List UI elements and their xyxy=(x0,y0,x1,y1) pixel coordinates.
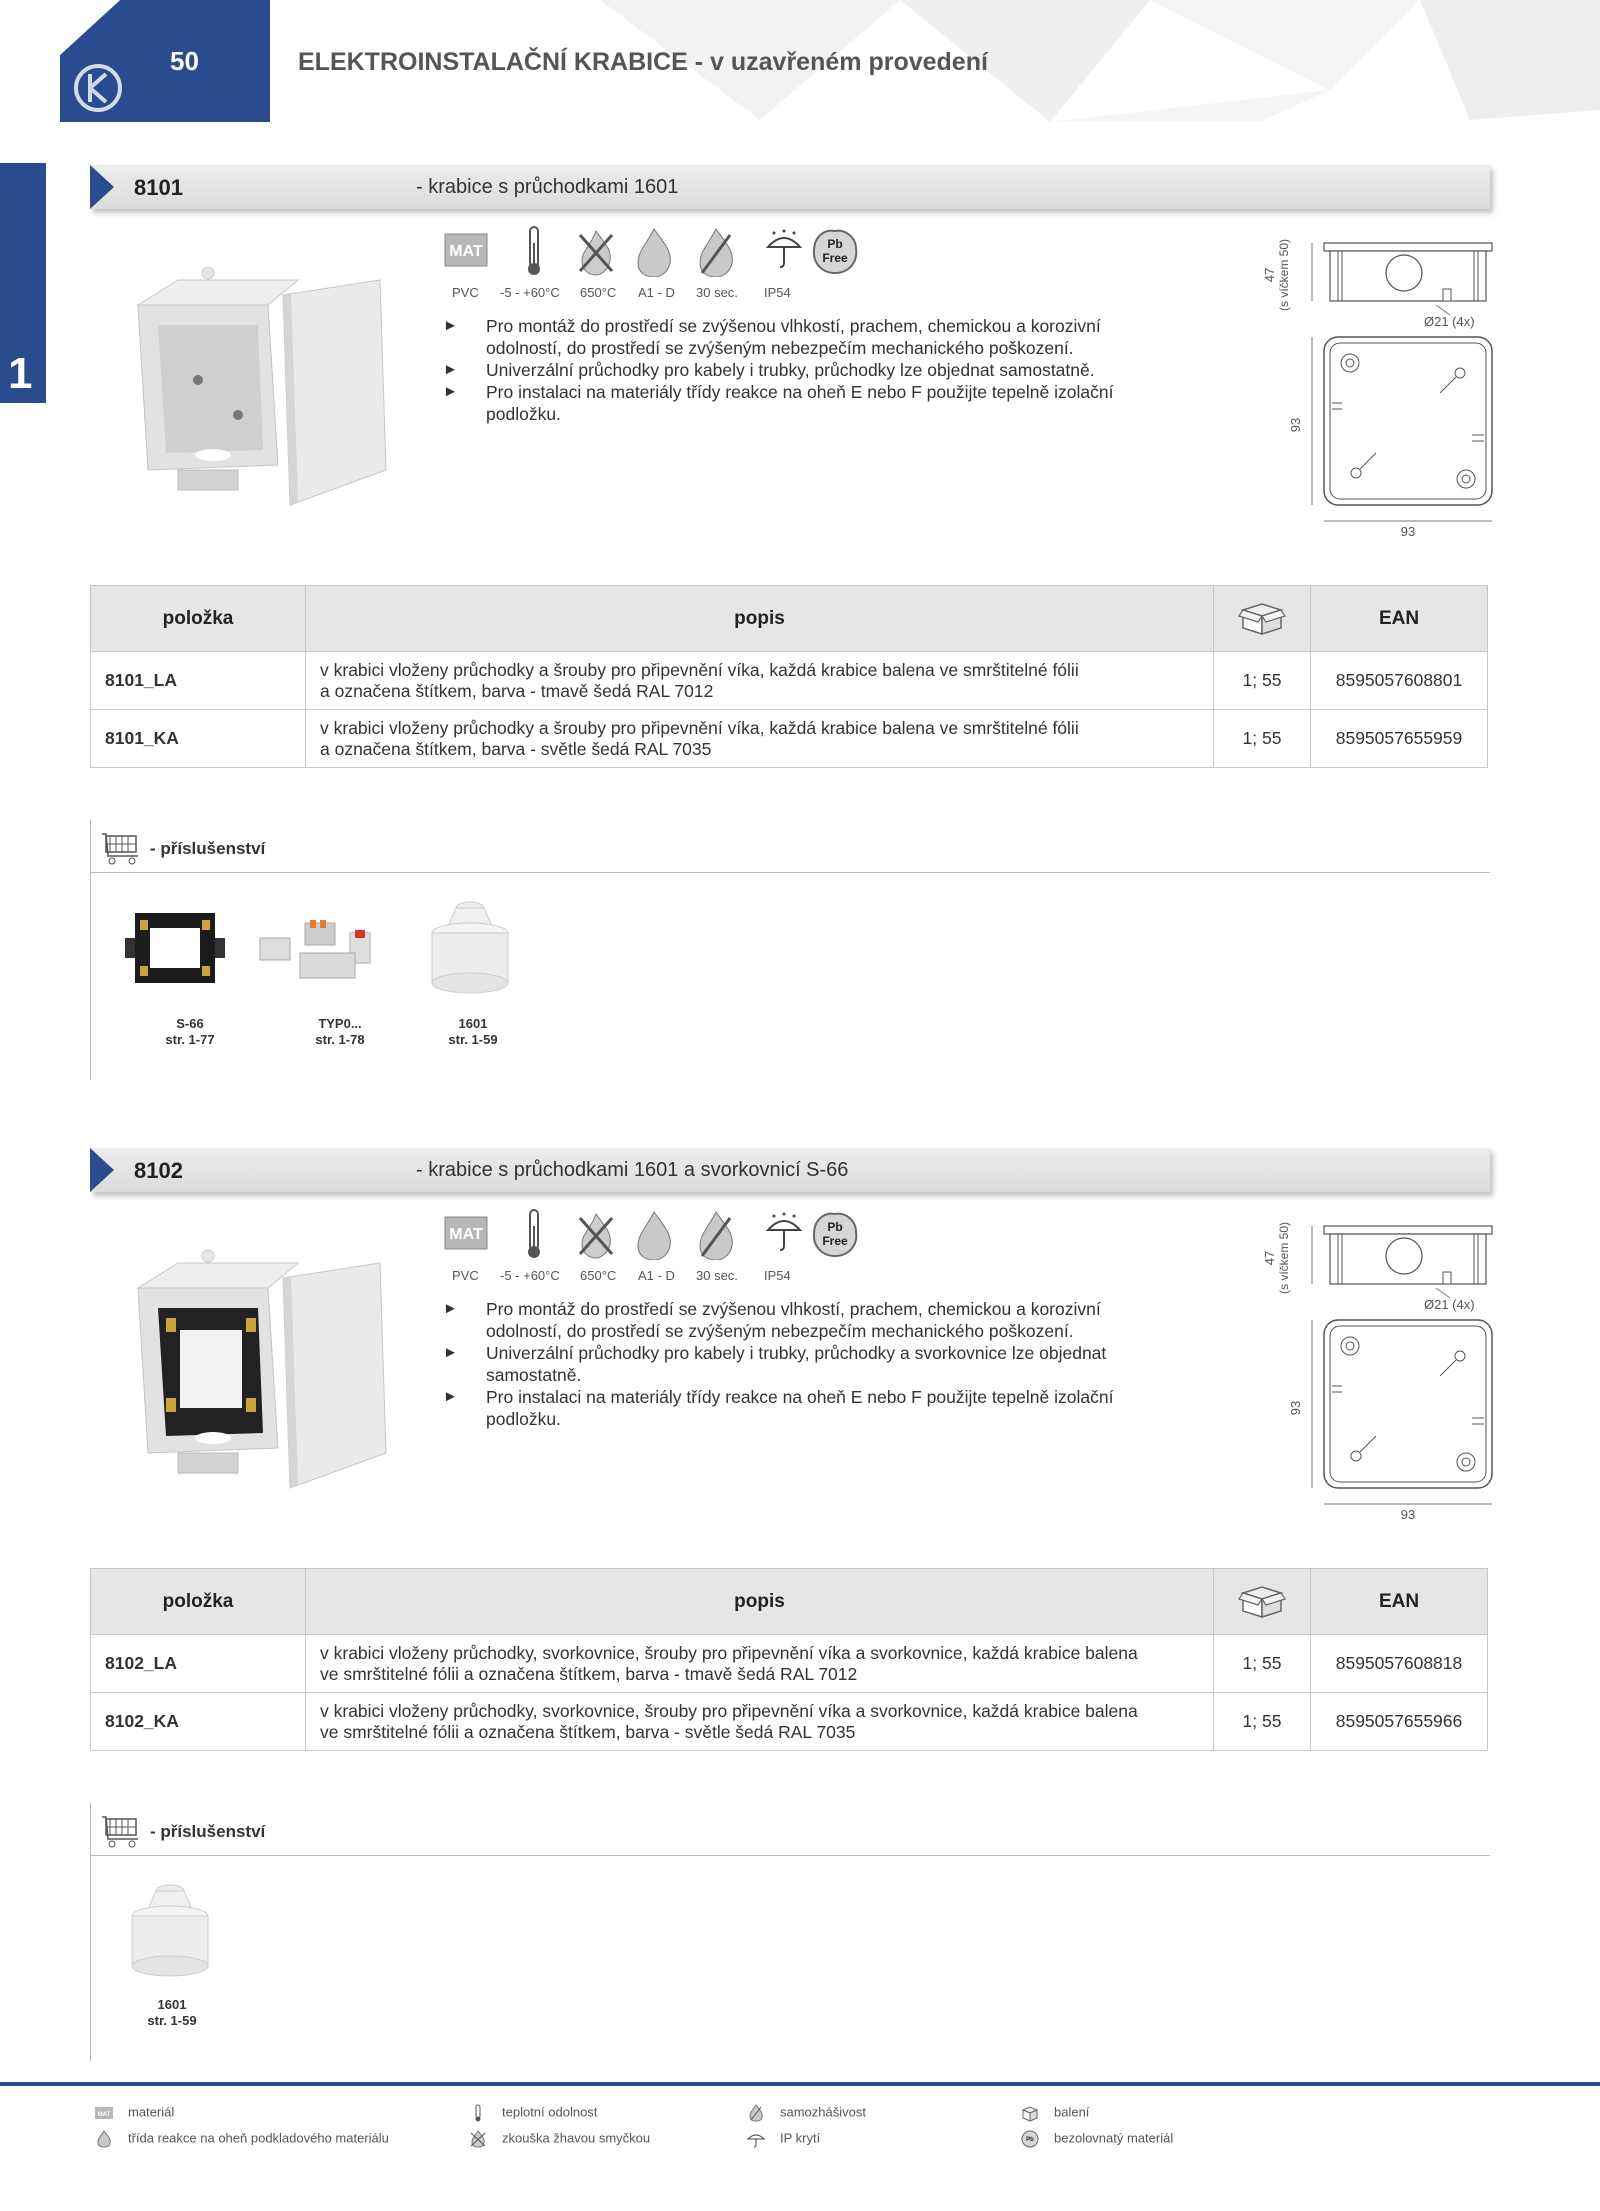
property-labels xyxy=(442,285,862,303)
svg-text:Pb: Pb xyxy=(1026,2137,1034,2143)
width-dimension: 93 xyxy=(1400,1507,1416,1522)
accessories-panel xyxy=(90,820,1490,1080)
item-packaging: 1; 55 xyxy=(1214,652,1311,710)
item-description: v krabici vloženy průchodky, svorkovnice, šrouby pro připevnění víka a svorkovnice, každá krabice balena ve smrštitelné fólii a označena štítkem, barva - světle šedá RAL 7035 xyxy=(306,1693,1214,1751)
column-header-description: popis xyxy=(306,586,1214,652)
item-description: v krabici vloženy průchodky a šrouby pro připevnění víka, každá krabice balena ve smrštitelné fólii a označena štítkem, barva - tmavě šedá RAL 7012 xyxy=(306,652,1214,710)
side-dimension: 93 xyxy=(1288,1400,1303,1416)
feature-list xyxy=(440,315,1180,425)
legend-material: MAT materiál xyxy=(94,2104,174,2122)
fire-class-label: A1 - D xyxy=(638,1268,675,1283)
page-number: 50 xyxy=(170,46,199,76)
hole-dimension: Ø21 (4x) xyxy=(1424,1297,1475,1312)
table-row xyxy=(91,1693,1488,1751)
item-code: 8101_KA xyxy=(91,710,306,768)
fire-class-icon xyxy=(94,2130,114,2148)
height-note: (s víčkem 50) xyxy=(1277,1221,1291,1295)
legend-packaging: balení xyxy=(1020,2104,1089,2122)
product-section-8102 xyxy=(0,1148,1600,2068)
legend-fire-class: třída reakce na oheň podkladového materiálu xyxy=(94,2130,389,2148)
ip-rating-label: IP54 xyxy=(764,1268,791,1283)
item-ean: 8595057608801 xyxy=(1311,652,1488,710)
property-icons xyxy=(442,225,862,281)
footer-divider xyxy=(0,2082,1600,2086)
self-extinguishing-icon xyxy=(692,225,740,281)
feature-item: ► Pro instalaci na materiály třídy reakce na oheň E nebo F použijte tepelně izolační podložku. xyxy=(440,1386,1180,1430)
accessory-item[interactable] xyxy=(270,1016,410,1048)
fire-class-icon xyxy=(630,1208,678,1264)
shopping-cart-icon xyxy=(100,1815,144,1849)
product-photo xyxy=(118,265,398,525)
glow-wire-icon xyxy=(468,2130,488,2148)
self-extinguishing-icon xyxy=(692,1208,740,1264)
column-header-item: položka xyxy=(91,586,306,652)
ip-rating-icon xyxy=(746,2130,766,2148)
self-extinguishing-label: 30 sec. xyxy=(696,285,738,300)
lead-free-icon xyxy=(810,225,858,281)
accessory-name: 1601 xyxy=(458,1016,488,1031)
box-icon xyxy=(1237,596,1287,636)
temperature-label: -5 - +60°C xyxy=(500,285,560,300)
box-icon xyxy=(1237,1579,1287,1619)
item-description: v krabici vloženy průchodky a šrouby pro připevnění víka, každá krabice balena ve smrštitelné fólii a označena štítkem, barva - světle šedá RAL 7035 xyxy=(306,710,1214,768)
material-icon xyxy=(442,1208,490,1264)
legend-self-extinguishing: samozhášivost xyxy=(746,2104,866,2122)
temperature-label: -5 - +60°C xyxy=(500,1268,560,1283)
material-label: PVC xyxy=(452,1268,479,1283)
accessory-terminal-block-image xyxy=(120,898,230,998)
table-row xyxy=(91,710,1488,768)
svg-text:Free: Free xyxy=(822,251,848,265)
self-extinguishing-icon xyxy=(746,2104,766,2122)
accessory-connectors-image xyxy=(255,908,395,988)
side-dimension: 93 xyxy=(1288,417,1303,433)
item-ean: 8595057655966 xyxy=(1311,1693,1488,1751)
fire-class-label: A1 - D xyxy=(638,285,675,300)
technical-drawing xyxy=(1260,235,1500,555)
property-icons xyxy=(442,1208,862,1264)
accessory-page-ref: str. 1-77 xyxy=(165,1032,215,1047)
fire-class-icon xyxy=(630,225,678,281)
table-row xyxy=(91,1635,1488,1693)
product-section-8101 xyxy=(0,165,1600,1080)
accessory-grommet-image xyxy=(415,888,525,1003)
item-packaging: 1; 55 xyxy=(1214,1693,1311,1751)
item-code: 8102_LA xyxy=(91,1635,306,1693)
feature-item: ► Pro montáž do prostředí se zvýšenou vlhkostí, prachem, chemickou a korozivní odolností, do prostředí se zvýšeným nebezpečím mechanického poškození. xyxy=(440,1298,1180,1342)
box-icon xyxy=(1020,2104,1040,2122)
material-label: PVC xyxy=(452,285,479,300)
width-dimension: 93 xyxy=(1400,524,1416,539)
accessory-page-ref: str. 1-59 xyxy=(147,2013,197,2028)
column-header-description: popis xyxy=(306,1569,1214,1635)
accessories-title: - příslušenství xyxy=(150,1822,266,1841)
product-photo xyxy=(118,1248,398,1508)
svg-text:MAT: MAT xyxy=(449,1226,483,1243)
property-labels xyxy=(442,1268,862,1286)
column-header-ean: EAN xyxy=(1311,1569,1488,1635)
legend-temperature: teplotní odolnost xyxy=(468,2104,597,2122)
accessory-item[interactable] xyxy=(120,1016,260,1048)
column-header-ean: EAN xyxy=(1311,586,1488,652)
product-header-bar xyxy=(90,165,1490,209)
item-description: v krabici vloženy průchodky, svorkovnice, šrouby pro připevnění víka a svorkovnice, každá krabice balena ve smrštitelné fólii a označena štítkem, barva - tmavě šedá RAL 7012 xyxy=(306,1635,1214,1693)
page-title xyxy=(298,48,988,77)
legend-ip: IP krytí xyxy=(746,2130,820,2148)
lead-free-icon xyxy=(810,1208,858,1264)
accessory-page-ref: str. 1-59 xyxy=(448,1032,498,1047)
self-extinguishing-label: 30 sec. xyxy=(696,1268,738,1283)
legend-lead-free: Pb bezolovnatý materiál xyxy=(1020,2130,1173,2148)
material-icon xyxy=(94,2104,114,2122)
accessories-title: - příslušenství xyxy=(150,839,266,858)
ip-rating-label: IP54 xyxy=(764,285,791,300)
column-header-packaging xyxy=(1214,586,1311,652)
product-name: - krabice s průchodkami 1601 a svorkovnicí S-66 xyxy=(416,1159,849,1181)
accessory-page-ref: str. 1-78 xyxy=(315,1032,365,1047)
accessories-panel xyxy=(90,1803,1490,2061)
height-dimension: 47 xyxy=(1262,1250,1277,1266)
table-header-row xyxy=(91,586,1488,652)
material-icon xyxy=(442,225,490,281)
chapter-number: 1 xyxy=(8,349,33,398)
height-dimension: 47 xyxy=(1262,267,1277,283)
svg-text:MAT: MAT xyxy=(97,2112,111,2118)
product-code: 8102 xyxy=(134,1158,183,1183)
shopping-cart-icon xyxy=(100,832,144,866)
column-header-item: položka xyxy=(91,1569,306,1635)
page-title-main: ELEKTROINSTALAČNÍ KRABICE xyxy=(298,48,688,76)
feature-item: ► Univerzální průchodky pro kabely i trubky, průchodky lze objednat samostatně. xyxy=(440,359,1180,381)
glow-wire-label: 650°C xyxy=(580,285,617,300)
svg-text:Pb: Pb xyxy=(827,237,843,251)
svg-text:MAT: MAT xyxy=(449,243,483,260)
feature-list xyxy=(440,1298,1180,1430)
accessory-grommet-image xyxy=(115,1871,225,1986)
thermometer-icon xyxy=(468,2104,488,2122)
column-header-packaging xyxy=(1214,1569,1311,1635)
glow-wire-icon xyxy=(572,1208,620,1264)
item-ean: 8595057608818 xyxy=(1311,1635,1488,1693)
accessory-name: TYP0... xyxy=(318,1016,362,1031)
glow-wire-icon xyxy=(572,225,620,281)
product-table xyxy=(90,1568,1488,1751)
accessory-item[interactable] xyxy=(403,1016,543,1048)
accessory-name: 1601 xyxy=(157,1997,187,2012)
thermometer-icon xyxy=(510,1208,558,1264)
product-header-bar xyxy=(90,1148,1490,1192)
glow-wire-label: 650°C xyxy=(580,1268,617,1283)
accessory-item[interactable] xyxy=(102,1997,242,2029)
page-title-sub: - v uzavřeném provedení xyxy=(687,48,988,76)
table-header-row xyxy=(91,1569,1488,1635)
product-table xyxy=(90,585,1488,768)
svg-text:Pb: Pb xyxy=(827,1220,843,1234)
product-code: 8101 xyxy=(134,175,183,200)
technical-drawing xyxy=(1260,1218,1500,1538)
feature-item: ► Univerzální průchodky pro kabely i trubky, průchodky a svorkovnice lze objednat samostatně. xyxy=(440,1342,1180,1386)
accessory-name: S-66 xyxy=(176,1016,204,1031)
lead-free-icon xyxy=(1020,2130,1040,2148)
item-ean: 8595057655959 xyxy=(1311,710,1488,768)
legend-glow-wire: zkouška žhavou smyčkou xyxy=(468,2130,650,2148)
height-note: (s víčkem 50) xyxy=(1277,238,1291,312)
page-tab xyxy=(60,0,270,122)
item-code: 8101_LA xyxy=(91,652,306,710)
thermometer-icon xyxy=(510,225,558,281)
item-packaging: 1; 55 xyxy=(1214,710,1311,768)
table-row xyxy=(91,652,1488,710)
hole-dimension: Ø21 (4x) xyxy=(1424,314,1475,329)
product-name: - krabice s průchodkami 1601 xyxy=(416,176,679,198)
item-code: 8102_KA xyxy=(91,1693,306,1751)
feature-item: ► Pro instalaci na materiály třídy reakce na oheň E nebo F použijte tepelně izolační podložku. xyxy=(440,381,1180,425)
svg-text:Free: Free xyxy=(822,1234,848,1248)
feature-item: ► Pro montáž do prostředí se zvýšenou vlhkostí, prachem, chemickou a korozivní odolností, do prostředí se zvýšeným nebezpečím mechanického poškození. xyxy=(440,315,1180,359)
ip-rating-icon xyxy=(760,1208,808,1264)
item-packaging: 1; 55 xyxy=(1214,1635,1311,1693)
ip-rating-icon xyxy=(760,225,808,281)
